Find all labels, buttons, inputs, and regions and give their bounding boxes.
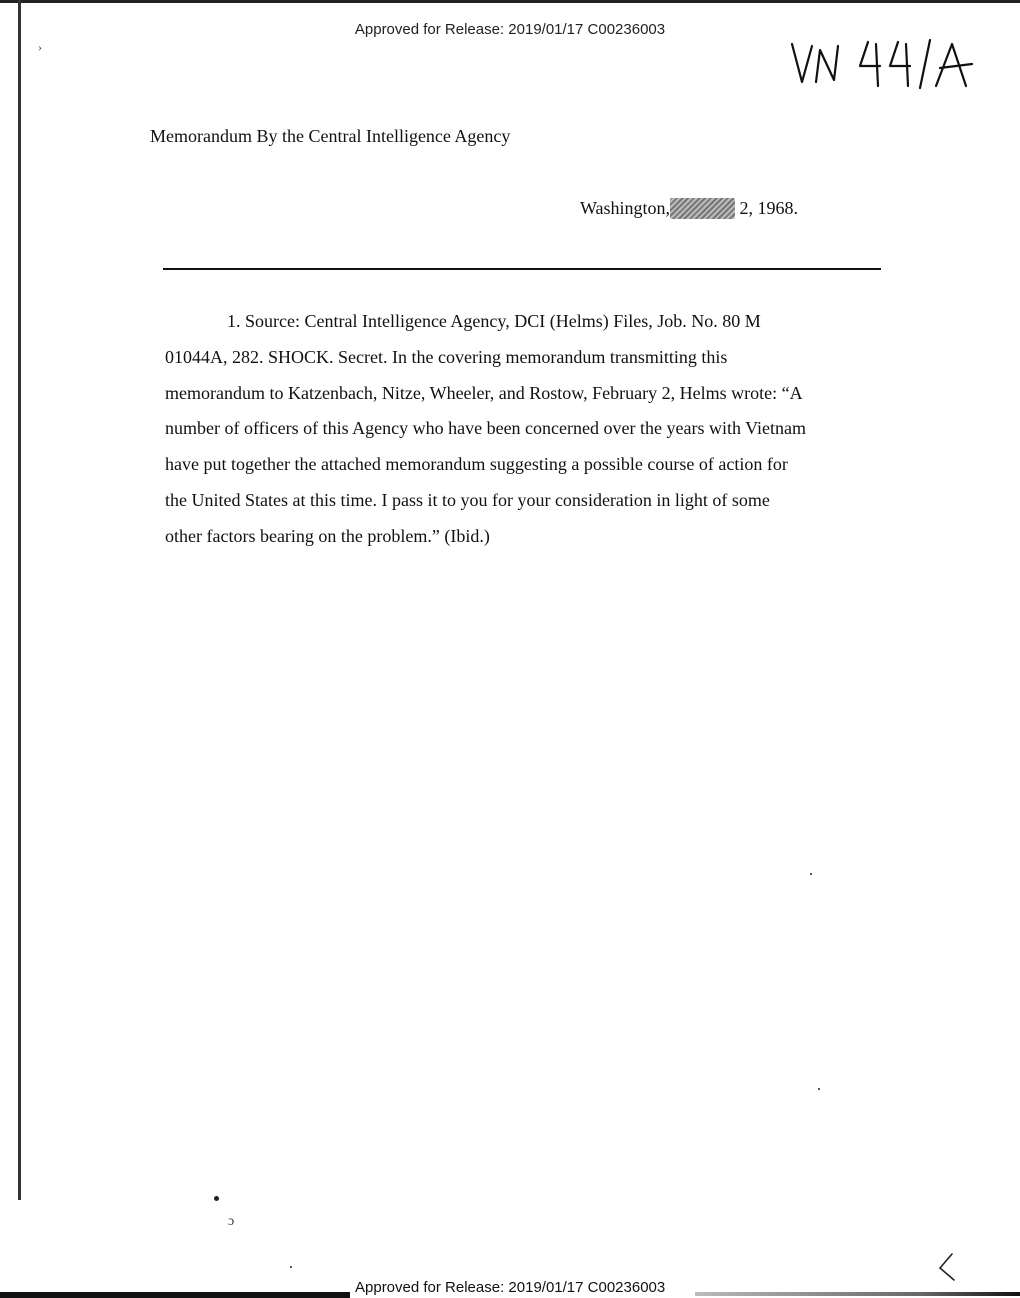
footnote-line: 1. Source: Central Intelligence Agency, DCI (Helms) Files, Job. No. 80 M xyxy=(227,311,761,331)
scan-speck xyxy=(214,1196,219,1201)
margin-mark: › xyxy=(38,40,42,54)
release-stamp-footer: Approved for Release: 2019/01/17 C00236003 xyxy=(355,1279,666,1296)
footnote-line: have put together the attached memorandum suggesting a possible course of action for xyxy=(165,454,788,475)
separator-rule xyxy=(163,268,881,270)
redacted-month xyxy=(670,198,735,219)
dateline xyxy=(580,198,798,219)
footnote-line: memorandum to Katzenbach, Nitze, Wheeler, and Rostow, February 2, Helms wrote: “A xyxy=(165,382,803,403)
dateline-date: 2, 1968. xyxy=(739,198,799,218)
scan-glyph: ɔ xyxy=(228,1214,235,1229)
scan-bottom-edge xyxy=(0,1292,350,1298)
release-stamp-header: Approved for Release: 2019/01/17 C00236003 xyxy=(354,21,666,38)
scan-top-edge xyxy=(0,0,1020,3)
dateline-city: Washington, xyxy=(580,198,671,218)
scan-bottom-edge xyxy=(695,1292,1020,1296)
footnote-line: other factors bearing on the problem.” (Ibid.) xyxy=(165,525,490,546)
scan-left-edge xyxy=(18,0,21,1200)
scan-speck xyxy=(818,1088,820,1090)
handwritten-file-number xyxy=(786,36,986,92)
footnote-line: 01044A, 282. SHOCK. Secret. In the covering memorandum transmitting this xyxy=(165,346,728,367)
memo-title: Memorandum By the Central Intelligence Agency xyxy=(150,126,511,146)
scan-speck xyxy=(290,1266,292,1268)
footnote-line: the United States at this time. I pass it to you for your consideration in light of some xyxy=(165,489,770,510)
footnote-line: number of officers of this Agency who have been concerned over the years with Vietnam xyxy=(165,418,807,439)
scan-speck xyxy=(810,873,812,875)
source-footnote xyxy=(165,304,895,555)
handwritten-check-mark xyxy=(930,1252,970,1282)
